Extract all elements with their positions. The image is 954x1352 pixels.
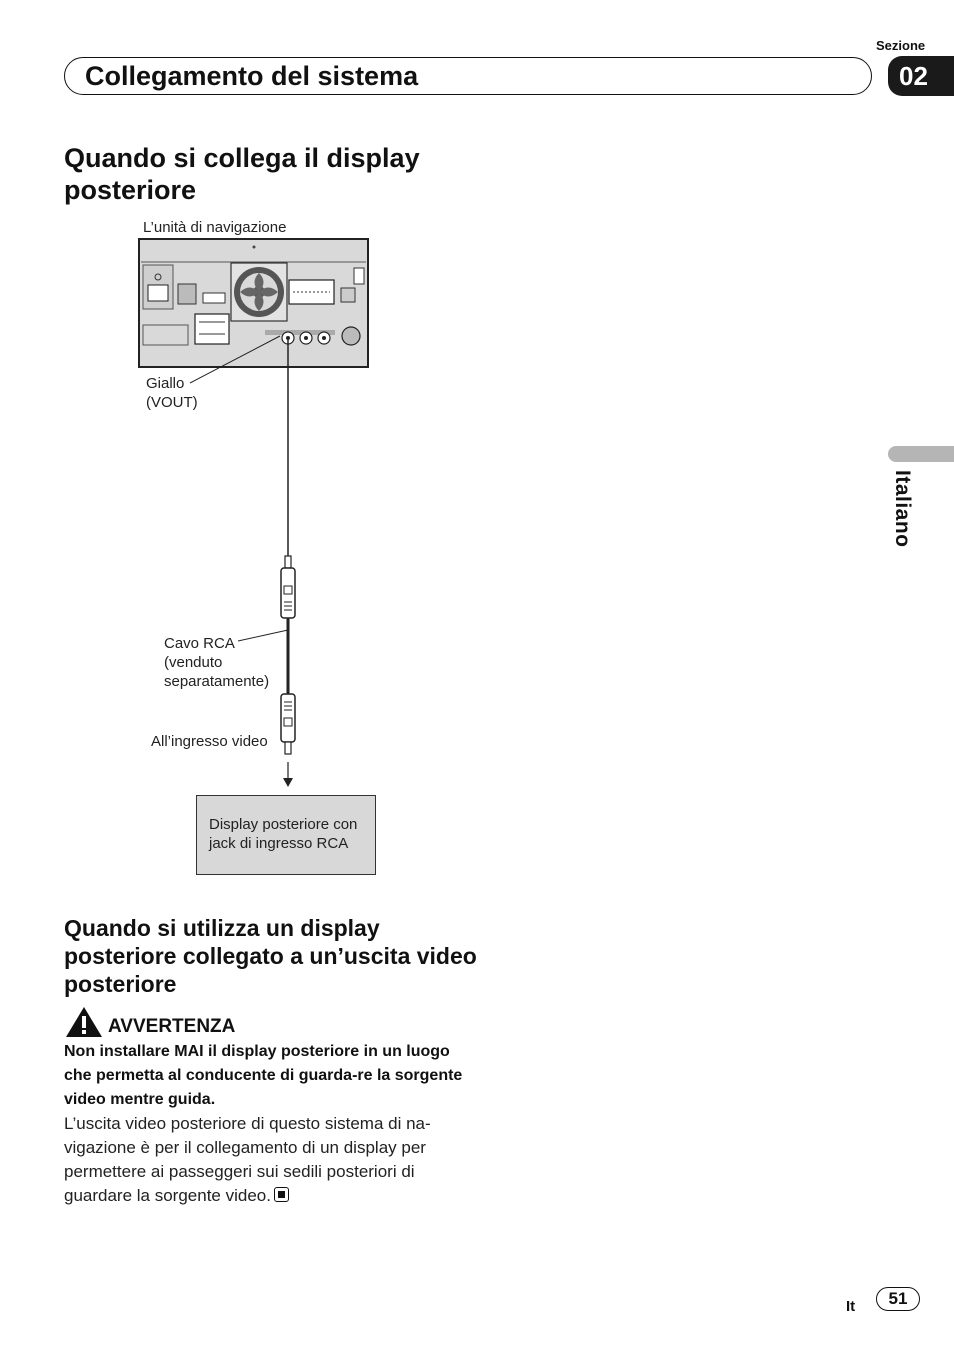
- unit-label: L’unità di navigazione: [143, 219, 287, 236]
- rear-display-box: Display posteriore con jack di ingresso RCA: [196, 795, 376, 875]
- language-label: Italiano: [891, 470, 914, 548]
- input-label: All’ingresso video: [151, 733, 268, 750]
- warning-title: AVVERTENZA: [108, 1016, 236, 1037]
- arrow-head: [283, 778, 293, 787]
- end-of-section-icon: [274, 1187, 289, 1202]
- navigation-unit: [139, 239, 368, 367]
- warning-icon: [64, 1005, 104, 1039]
- language-code: It: [846, 1298, 856, 1315]
- section2-heading: Quando si utilizza un display posteriore collegato a un’uscita video posteriore: [64, 915, 477, 997]
- section-number-tab: 02: [888, 56, 954, 96]
- page-number: 51: [876, 1287, 920, 1311]
- cable-label: Cavo RCA (venduto separatamente): [164, 635, 270, 690]
- rca-cable: [281, 340, 295, 754]
- section1-heading: Quando si collega il display posteriore: [64, 143, 420, 205]
- warning-text: Non installare MAI il display posteriore in un luogo che permetta al conducente di guarda-re la sorgente video mentre guida.: [64, 1043, 463, 1108]
- yellow-label: Giallo (VOUT): [146, 375, 198, 411]
- body-text: L’uscita video posteriore di questo sistema di na-vigazione è per il collegamento di un display per permettere ai passeggeri sui sedili posteriori di guardare la sorgente video.: [64, 1114, 431, 1205]
- section-label: Sezione: [876, 38, 926, 53]
- chapter-title: Collegamento del sistema: [85, 61, 419, 91]
